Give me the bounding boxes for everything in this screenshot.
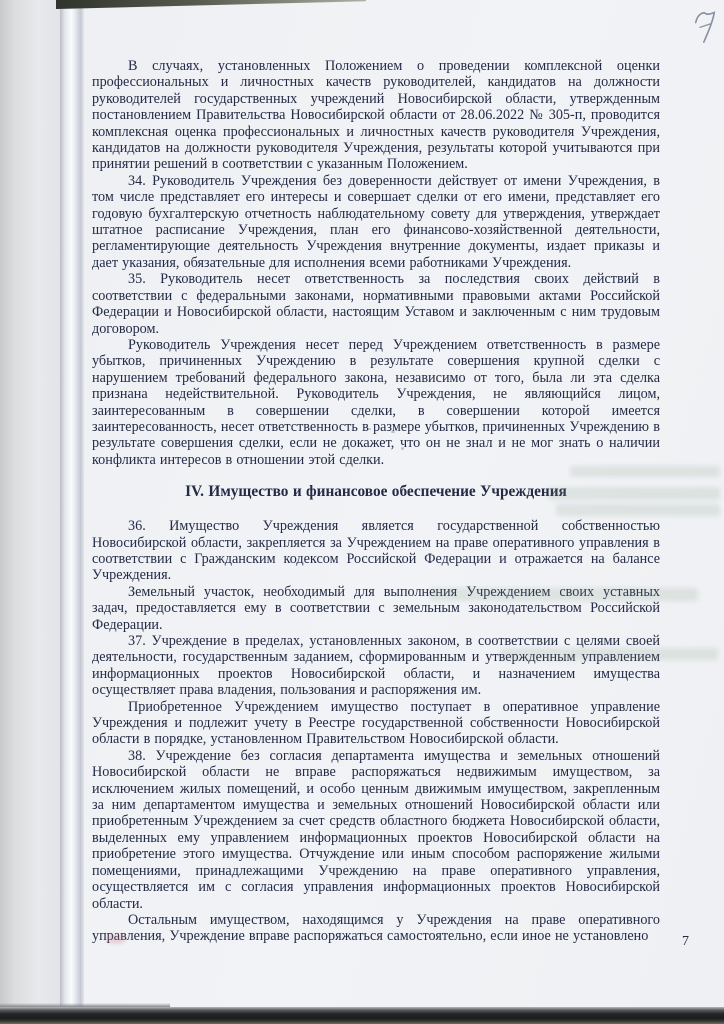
paragraph-36: 36. Имущество Учреждения является государственной собственностью Новосибирской области, закрепляется за Учреждением на праве оперативного управления в соответствии с Гражданским кодексом Российской Федерации и отражается на балансе Учреждения.	[92, 518, 660, 584]
binding-edge-strip	[0, 0, 60, 1024]
handwritten-page-number	[691, 6, 721, 47]
section-iv-heading: IV. Имущество и финансовое обеспечение Учреждения	[185, 483, 567, 501]
bleedthrough-mark	[500, 648, 718, 660]
paragraph-37: 37. Учреждение в пределах, установленных законом, в соответствии с целями своей деятельности, государственным заданием, сформированным и утвержденным управлением информационных проектов Новосибирской области, и назначением имущества осуществляет права владения, пользования и распоряжения им.	[92, 633, 660, 699]
handwritten-seven-icon	[691, 6, 721, 47]
page-fold-line	[60, 0, 84, 1024]
scanner-bottom-edge	[0, 1007, 724, 1024]
bleedthrough-mark	[430, 588, 698, 601]
paragraph-38-rest: Остальным имуществом, находящимся у Учреждения на праве оперативного управления, Учреждение вправе распоряжаться самостоятельно, если иное не установлено	[92, 911, 660, 945]
ink-speckle	[391, 431, 395, 433]
ink-speckle	[401, 447, 404, 450]
paragraph-35-liability: Руководитель Учреждения несет перед Учреждением ответственность в размере убытков, причиненных Учреждению в результате совершения крупной сделки с нарушением требований федерального закона, независимо от того, была ли эта сделка признана недействительной. Руководитель Учреждения, не являющийся лицом, заинтересованным в совершении сделки, в совершении которой имеется заинтересованность, несет ответственность в размере убытков, причиненных Учреждению в результате совершения сделки, если не докажет, что он не знал и не мог знать о наличии конфликта интересов в отношении этой сделки.	[92, 336, 660, 468]
paragraph-36-land: Земельный участок, необходимый для выполнения Учреждением своих уставных задач, предоставляется ему в соответствии с земельным законодательством Российской Федерации.	[92, 583, 660, 633]
paragraph-34: 34. Руководитель Учреждения без доверенности действует от имени Учреждения, в том числе представляет его интересы и совершает сделки от его имени, представляет его годовую бухгалтерскую отчетность наблюдательному совету для утверждения, утверждает штатное расписание Учреждения, план его финансово-хозяйственной деятельности, регламентирующие деятельность Учреждения внутренние документы, издает приказы и дает указания, обязательные для исполнения всеми работниками Учреждения.	[92, 172, 660, 271]
ink-speckle	[345, 262, 349, 264]
scanner-top-shadow	[56, 0, 366, 9]
bleedthrough-mark	[548, 487, 720, 500]
pink-smudge-mark	[106, 934, 126, 944]
bleedthrough-mark	[570, 466, 720, 477]
paragraph-37-acquired: Приобретенное Учреждением имущество поступает в оперативное управление Учреждения и подлежит учету в Реестре государственной собственности Новосибирской области в порядке, установленном Правительством Новосибирской области.	[92, 698, 660, 748]
paragraph-38: 38. Учреждение без согласия департамента имущества и земельных отношений Новосибирской области не вправе распоряжаться недвижимым имуществом, за исключением жилых помещений, и особо ценным движимым имуществом, закрепленным за ним департаментом имущества и земельных отношений Новосибирской области или приобретенным Учреждением за счет средств областного бюджета Новосибирской области, выделенных ему управлением информационных проектов Новосибирской области на приобретение этого имущества. Отчуждение или иным способом распоряжение жилыми помещениями, принадлежащими Учреждению на праве оперативного управления, осуществляется им с согласия управления информационных проектов Новосибирской области.	[92, 747, 660, 912]
footer-page-number: 7	[682, 934, 689, 949]
bleedthrough-mark	[556, 504, 720, 516]
document-text-column	[92, 58, 660, 945]
ink-speckle	[368, 428, 371, 430]
paragraph-intro-assessment: В случаях, установленных Положением о проведении комплексной оценки профессиональных и личностных качеств руководителей, кандидатов на должности руководителей государственных учреждений Новосибирской области, утвержденным постановлением Правительства Новосибирской области от 28.06.2022 № 305-п, проводится комплексная оценка профессиональных и личностных качеств руководителя Учреждения, кандидатов на должности руководителя Учреждения, результаты которой учитываются при принятии решений в соответствии с указанным Положением.	[92, 58, 660, 173]
paragraph-35: 35. Руководитель несет ответственность за последствия своих действий в соответствии с федеральными законами, нормативными правовыми актами Российской Федерации и Новосибирской области, настоящим Уставом и заключенным с ним трудовым договором.	[92, 271, 660, 337]
